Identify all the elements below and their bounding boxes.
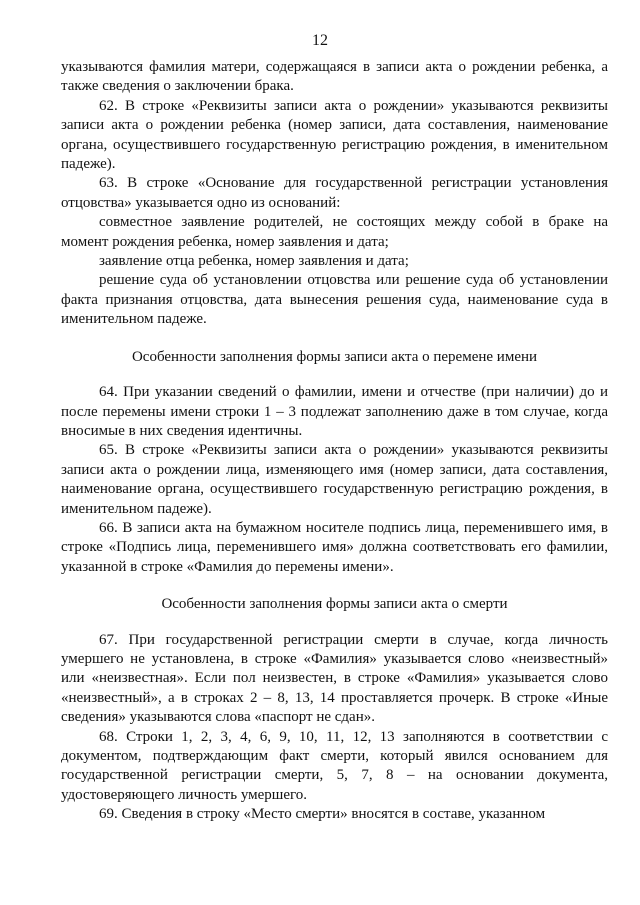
paragraph-63: 63. В строке «Основание для государственной регистрации установления отцовства» указывается одно из оснований: — [61, 175, 608, 211]
paragraph-continuation: указываются фамилия матери, содержащаяся в записи акта о рождении ребенка, а также сведения о заключении брака. — [61, 59, 608, 95]
paragraph-67: 67. При государственной регистрации смерти в случае, когда личность умершего не установлена, в строке «Фамилия» указывается слово «неизвестный» или «неизвестная». Если пол неизвестен, в строке «Фамилия» указывается слово «неизвестный», а в строках 2 – 8, 13, 14 проставляется прочерк. В строке «Иные сведения» указываются слова «паспорт не сдан». — [61, 631, 608, 726]
paragraph-63-option-3: решение суда об установлении отцовства или решение суда об установлении факта признания отцовства, дата вынесения решения суда, наименование суда в именительном падеже. — [61, 272, 608, 328]
section-heading-name-change: Особенности заполнения формы записи акта о перемене имени — [131, 348, 538, 365]
paragraph-63-option-2: заявление отца ребенка, номер заявления и дата; — [99, 253, 409, 270]
paragraph-69: 69. Сведения в строку «Место смерти» вносятся в составе, указанном — [99, 806, 546, 823]
page-number: 12 — [312, 32, 328, 49]
document-body — [61, 58, 608, 825]
paragraph-66: 66. В записи акта на бумажном носителе подпись лица, переменившего имя, в строке «Подпись лица, переменившего имя» должна соответствовать его фамилии, указанной в строке «Фамилия до перемены имени». — [61, 519, 608, 575]
section-heading-death: Особенности заполнения формы записи акта о смерти — [161, 596, 508, 613]
paragraph-63-option-1: совместное заявление родителей, не состоящих между собой в браке на момент рождения ребенка, номер заявления и дата; — [61, 214, 608, 250]
paragraph-62: 62. В строке «Реквизиты записи акта о рождении» указываются реквизиты записи акта о рождении ребенка (номер записи, дата составления, наименование органа, осуществившего государственную регистрацию рождения, в именительном падеже). — [61, 97, 608, 173]
paragraph-65: 65. В строке «Реквизиты записи акта о рождении» указываются реквизиты записи акта о рождении лица, изменяющего имя (номер записи, дата составления, наименование органа, осуществившего государственную регистрацию рождения, в именительном падеже). — [61, 442, 608, 517]
paragraph-64: 64. При указании сведений о фамилии, имени и отчестве (при наличии) до и после перемены имени строки 1 – 3 подлежат заполнению даже в том случае, когда вносимые в них сведения идентичны. — [61, 384, 608, 439]
paragraph-68: 68. Строки 1, 2, 3, 4, 6, 9, 10, 11, 12, 13 заполняются в соответствии с документом, подтверждающим факт смерти, который явился основанием для государственной регистрации смерти, 5, 7, 8 – на основании документа, удостоверяющего личность умершего. — [61, 728, 608, 803]
